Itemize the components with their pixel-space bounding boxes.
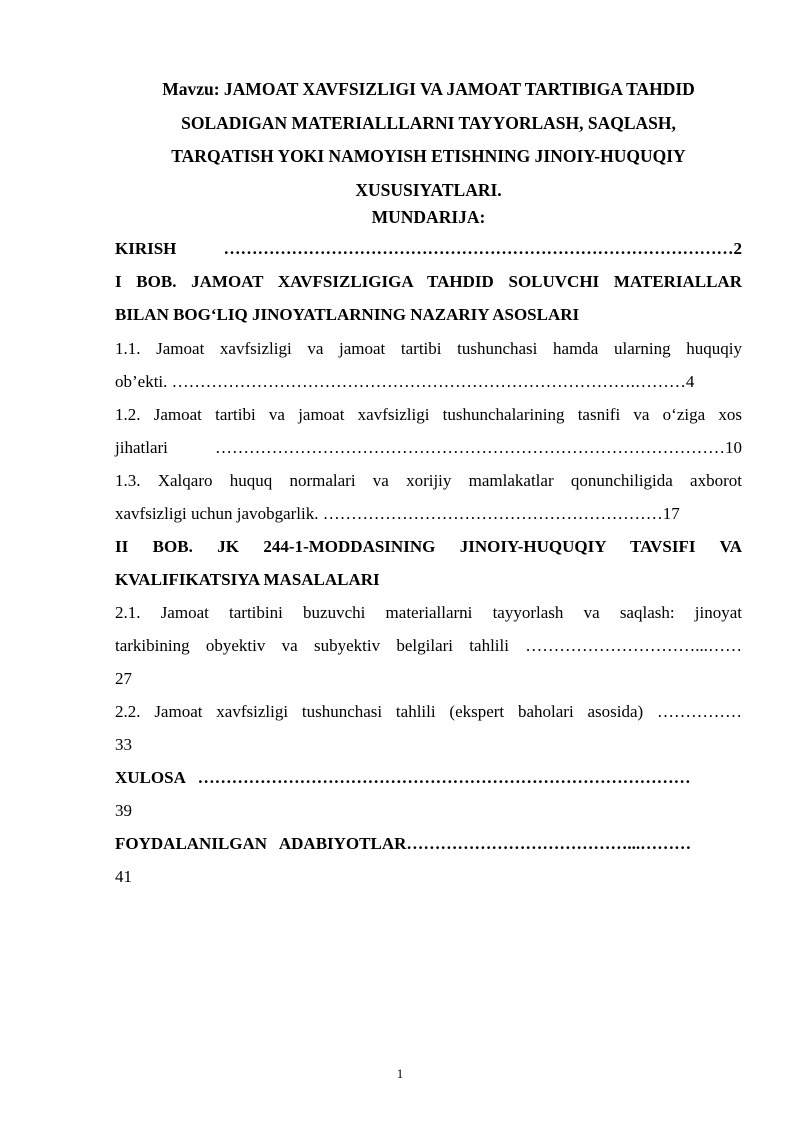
page-number: 1 xyxy=(396,1066,404,1081)
toc-section-2-2-line1: 2.2. Jamoat xavfsizligi tushunchasi tahlili (ekspert baholari asosida) …………… xyxy=(115,702,742,721)
toc-section-1-2-line2: jihatlari ………………………………………………………………………………10 xyxy=(115,438,742,457)
toc-section-1-1-line1: 1.1. Jamoat xavfsizligi va jamoat tartibi tushunchasi hamda ularning huquqiy xyxy=(115,339,742,358)
toc-section-2-1-page: 27 xyxy=(115,669,132,688)
toc-section-2-1-line2: tarkibining obyektiv va subyektiv belgilari tahlili …………………………...…… xyxy=(115,636,742,655)
toc-entry-xulosa-page: 39 xyxy=(115,801,132,820)
toc-section-1-1-line2: ob’ekti. ……………………………………………………………………….………4 xyxy=(115,372,695,391)
toc-chapter-1-line1: I BOB. JAMOAT XAVFSIZLIGIGA TAHDID SOLUVCHI MATERIALLAR xyxy=(115,272,742,291)
toc-heading: MUNDARIJA: xyxy=(371,207,486,227)
document-title xyxy=(115,73,742,207)
title-line: Mavzu: JAMOAT XAVFSIZLIGI VA JAMOAT TARTIBIGA TAHDID xyxy=(162,79,695,99)
toc-entry-adabiyotlar-page: 41 xyxy=(115,867,132,886)
toc-entry-xulosa: XULOSA …………………………………………………………………………… xyxy=(115,768,691,787)
toc-section-2-1-line1: 2.1. Jamoat tartibini buzuvchi materiallarni tayyorlash va saqlash: jinoyat xyxy=(115,603,742,622)
title-line: SOLADIGAN MATERIALLLARNI TAYYORLASH, SAQLASH, xyxy=(181,112,676,133)
toc-section-1-2-line1: 1.2. Jamoat tartibi va jamoat xavfsizligi tushunchalarining tasnifi va o‘ziga xos xyxy=(115,405,742,424)
toc-chapter-2-line2: KVALIFIKATSIYA MASALALARI xyxy=(115,570,380,589)
toc-entry-adabiyotlar: FOYDALANILGAN ADABIYOTLAR…………………………………...……… xyxy=(115,834,692,853)
title-line: TARQATISH YOKI NAMOYISH ETISHNING JINOIY-HUQUQIY xyxy=(171,146,686,167)
toc-section-1-3-line1: 1.3. Xalqaro huquq normalari va xorijiy mamlakatlar qonunchiligida axborot xyxy=(115,471,742,490)
toc-chapter-2-line1: II BOB. JK 244-1-MODDASINING JINOIY-HUQUQIY TAVSIFI VA xyxy=(115,537,742,556)
toc-section-2-2-page: 33 xyxy=(115,735,132,754)
toc-section-1-3-line2: xavfsizligi uchun javobgarlik. ……………………………………………………17 xyxy=(115,504,680,523)
title-line: XUSUSIYATLARI. xyxy=(355,179,502,200)
toc-chapter-1-line2: BILAN BOG‘LIQ JINOYATLARNING NAZARIY ASOSLARI xyxy=(115,305,580,324)
toc-entry-kirish: KIRISH ………………………………………………………………………………2 xyxy=(115,239,742,258)
